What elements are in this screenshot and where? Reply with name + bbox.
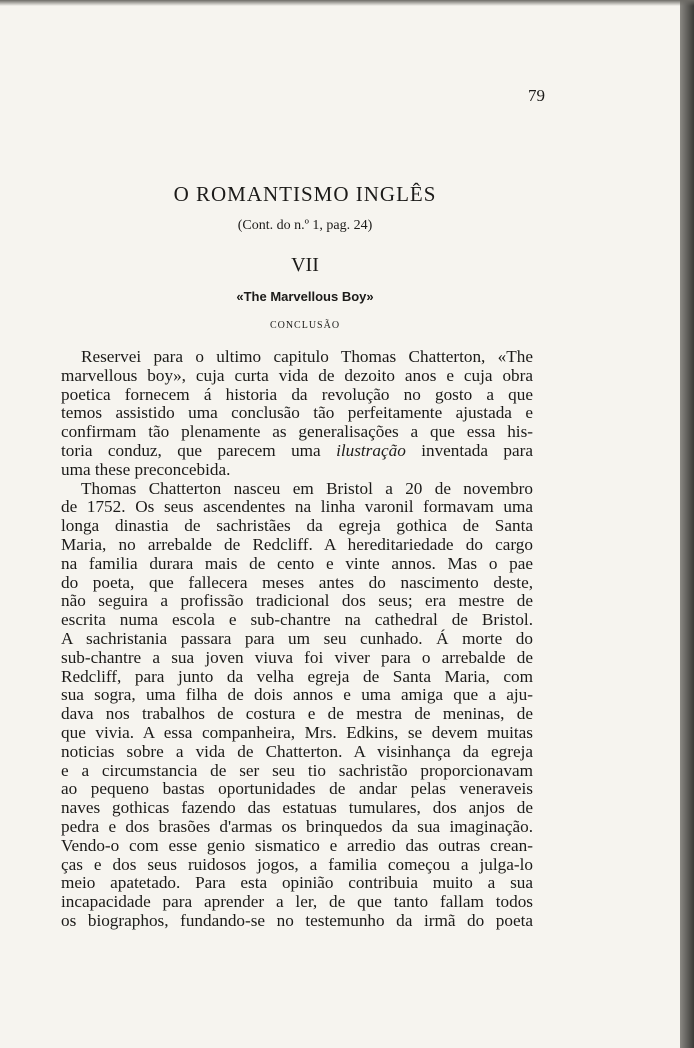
text-fragment: toria conduz, que parecem uma	[61, 440, 321, 460]
text-line: confirmam tão plenamente as generalisações a que essa his-	[61, 422, 533, 442]
text-line-with-italic	[61, 442, 533, 461]
text-line: A sachristania passara para um seu cunhado. Á morte do	[61, 628, 533, 648]
text-line: de 1752. Os seus ascendentes na linha varonil formavam uma	[61, 497, 533, 517]
text-line: na familia durara mais de cento e vinte annos. Mas o pae	[61, 553, 533, 573]
text-line: naves gothicas fazendo das estatuas tumulares, dos anjos de	[61, 798, 533, 818]
text-line: incapacidade para aprender a ler, de que tanto fallam todos	[61, 892, 533, 912]
page-edge-top	[0, 0, 694, 6]
text-line: ao pequeno bastas oportunidades de andar pelas veneraveis	[61, 779, 533, 799]
article-title: O ROMANTISMO INGLÊS	[173, 182, 437, 206]
italic-phrase: ilustração	[336, 440, 406, 460]
text-line: meio apatetado. Para esta opinião contribuia muito a sua	[61, 873, 533, 893]
text-line: ças e dos seus ruidosos jogos, a familia começou a julga-lo	[61, 854, 533, 874]
body-text	[61, 348, 533, 931]
page-edge	[680, 0, 694, 1048]
section-label: CONCLUSÃO	[269, 320, 341, 331]
text-line: noticias sobre a vida de Chatterton. A visinhança da egreja	[61, 741, 533, 761]
page-number: 79	[528, 86, 545, 105]
text-fragment: inventada para	[421, 440, 533, 460]
chapter-number: VII	[291, 254, 319, 276]
text-line: do poeta, que fallecera meses antes do nascimento deste,	[61, 572, 533, 592]
text-line: Redcliff, para junto da velha egreja de Santa Maria, com	[61, 666, 533, 686]
text-line: escrita numa escola e sub-chantre na cathedral de Bristol.	[61, 610, 533, 630]
text-line: pedra e dos brasões d'armas os brinquedos da sua imaginação.	[61, 816, 533, 836]
text-line: longa dinastia de sachristães da egreja gothica de Santa	[61, 516, 533, 536]
text-line: que vivia. A essa companheira, Mrs. Edkins, se devem muitas	[61, 722, 533, 742]
text-line: e a circumstancia de ser seu tio sachristão proporcionavam	[61, 760, 533, 780]
text-line: marvellous boy», cuja curta vida de dezoito anos e cuja obra	[61, 365, 533, 385]
text-line: sub-chantre a sua joven viuva foi viver para o arrebalde de	[61, 647, 533, 667]
text-line: Maria, no arrebalde de Redcliff. A hereditariedade do cargo	[61, 534, 533, 554]
text-line: os biographos, fundando-se no testemunho da irmã do poeta	[61, 910, 533, 930]
text-line: não seguira a profissão tradicional dos seus; era mestre de	[61, 591, 533, 611]
text-line: dava nos trabalhos de costura e de mestra de meninas, de	[61, 704, 533, 724]
text-line: uma these preconcebida.	[61, 459, 231, 479]
chapter-title: «The Marvellous Boy»	[236, 289, 374, 304]
continuation-note: (Cont. do n.º 1, pag. 24)	[237, 218, 373, 233]
text-line: Thomas Chatterton nasceu em Bristol a 20 de novembro	[81, 478, 533, 498]
text-line: Reservei para o ultimo capitulo Thomas Chatterton, «The	[81, 347, 533, 366]
text-line: Vendo-o com esse genio sismatico e arredio das outras crean-	[61, 835, 533, 855]
text-line: poetica fornecem á historia da revolução no gosto a que	[61, 384, 533, 404]
text-line: temos assistido uma conclusão tão perfeitamente ajustada e	[61, 403, 533, 423]
text-line: sua sogra, uma filha de dois annos e uma amiga que a aju-	[61, 685, 533, 705]
